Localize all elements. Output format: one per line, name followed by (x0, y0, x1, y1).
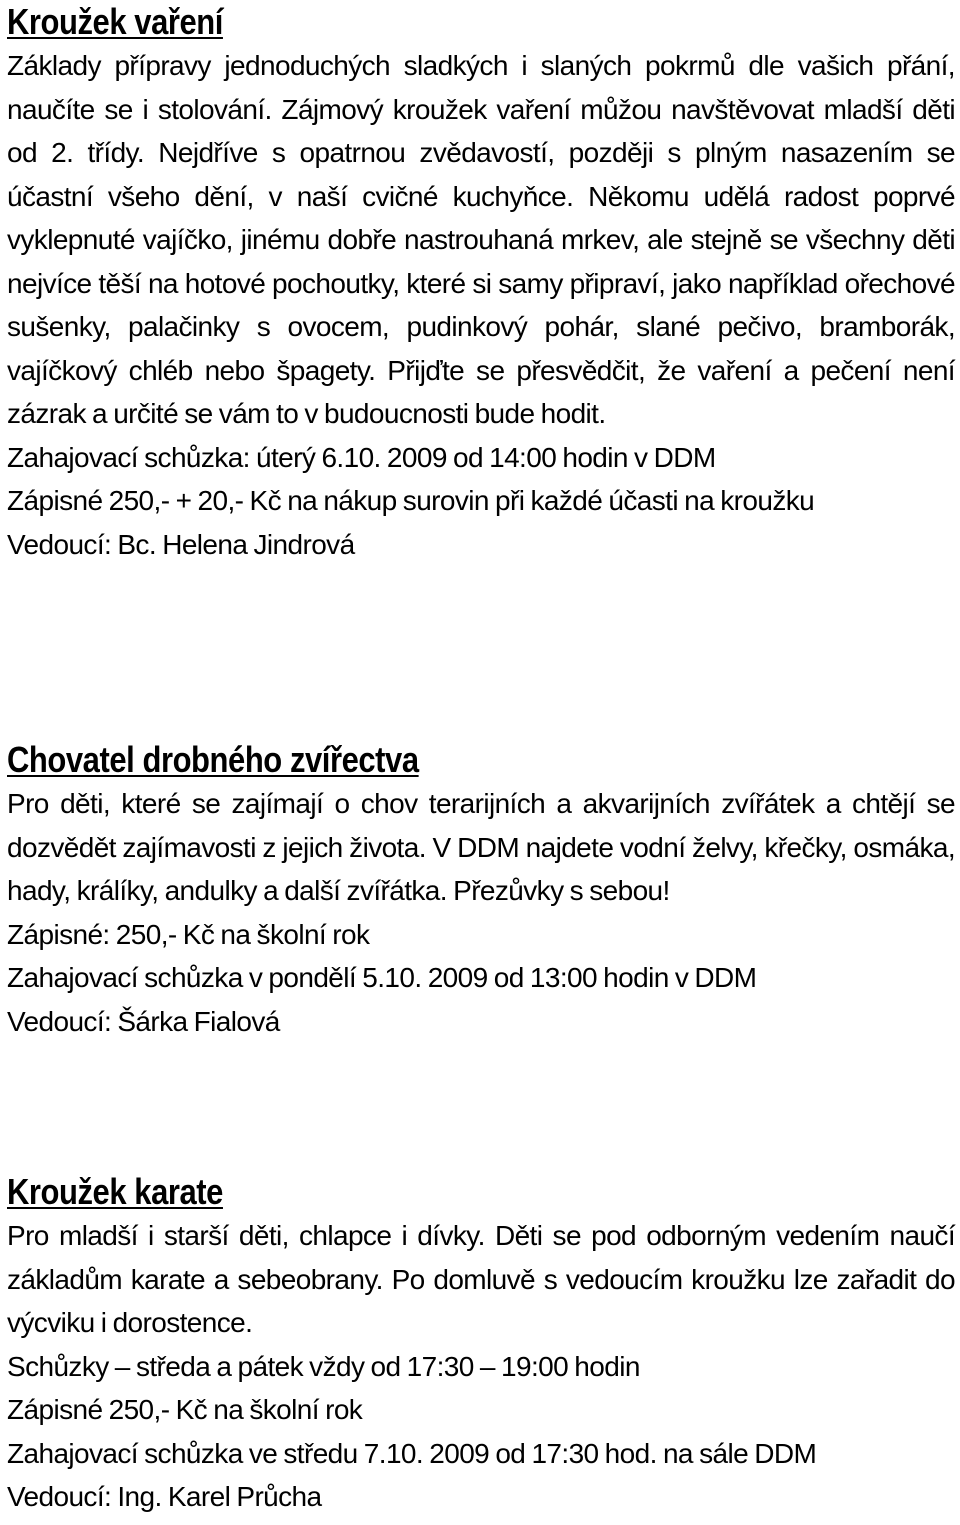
section-title: Chovatel drobného zvířectva (7, 739, 419, 780)
info-leader: Vedoucí: Ing. Karel Průcha (7, 1481, 322, 1512)
info-leader: Vedoucí: Šárka Fialová (7, 1005, 280, 1037)
info-schedule: Schůzky – středa a pátek vždy od 17:30 – 19:00 hodin (7, 1350, 640, 1382)
info-fee: Zápisné 250,- Kč na školní rok (7, 1394, 363, 1425)
section-karate-club (7, 1170, 955, 1519)
info-start-meeting: Zahajovací schůzka ve středu 7.10. 2009 od 17:30 hod. na sále DDM (7, 1437, 817, 1469)
info-start-meeting: Zahajovací schůzka v pondělí 5.10. 2009 od 13:00 hodin v DDM (7, 962, 757, 993)
section-title: Kroužek vaření (7, 1, 223, 42)
info-leader: Vedoucí: Bc. Helena Jindrová (7, 528, 355, 560)
section-title: Kroužek karate (7, 1171, 223, 1212)
section-description: Základy přípravy jednoduchých sladkých i slaných pokrmů dle vašich přání, naučíte se i stolování. Zájmový kroužek vaření můžou navštěvovat mladší děti od 2. třídy. Nejdříve s opatrnou zvědavostí, později s plným nasazením se účastní všeho dění, v naší cvičné kuchyňce. Někomu udělá radost poprvé vyklepnuté vajíčko, jinému dobře nastrouhaná mrkev, ale stejně se všechny děti nejvíce těší na hotové pochoutky, které si samy připraví, jako například ořechové sušenky, palačinky s ovocem, pudinkový pohár, slané pečivo, bramborák, vajíčkový chléb nebo špagety. Přijďte se přesvědčit, že vaření a pečení není zázrak a určité se vám to v budoucnosti bude hodit. (7, 50, 955, 429)
section-cooking-club (7, 0, 955, 566)
section-small-animals (7, 738, 955, 1043)
section-description: Pro mladší i starší děti, chlapce i dívky. Děti se pod odborným vedením naučí základům karate a sebeobrany. Po domluvě s vedoucím kroužku lze zařadit do výcviku i dorostence. (7, 1220, 955, 1338)
section-description: Pro děti, které se zajímají o chov terarijních a akvarijních zvířátek a chtějí se dozvědět zajímavosti z jejich života. V DDM najdete vodní želvy, křečky, osmáka, hady, králíky, andulky a další zvířátka. Přezůvky s sebou! (7, 788, 955, 906)
info-start-meeting: Zahajovací schůzka: úterý 6.10. 2009 od 14:00 hodin v DDM (7, 441, 716, 473)
info-fee: Zápisné: 250,- Kč na školní rok (7, 918, 370, 950)
info-fee: Zápisné 250,- + 20,- Kč na nákup surovin při každé účasti na kroužku (7, 485, 815, 516)
